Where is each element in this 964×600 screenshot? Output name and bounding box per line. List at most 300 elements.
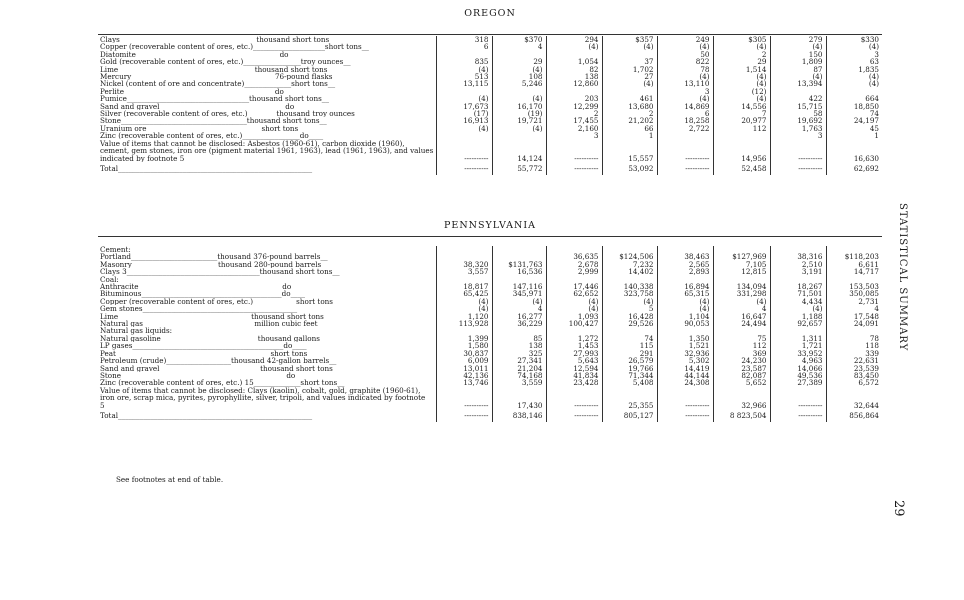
table-row	[98, 290, 882, 297]
value-cell: 6,572	[826, 379, 882, 386]
value-cell: (4)	[770, 43, 826, 50]
table-row	[98, 365, 882, 372]
table-row	[98, 283, 882, 290]
value-cell: 112	[713, 125, 770, 132]
value-cell: 49,536	[770, 372, 826, 379]
value-cell: ----------	[770, 162, 826, 175]
value-cell	[713, 327, 770, 334]
value-cell: 24,197	[826, 117, 882, 124]
value-cell: 74	[826, 110, 882, 117]
oregon-table	[98, 36, 882, 175]
value-cell: 16,170	[492, 103, 546, 110]
undisclosed-row	[98, 140, 882, 162]
value-cell	[546, 327, 602, 334]
value-cell: 513	[436, 73, 492, 80]
row-label: Mercury________________________________________76-pound flasks__	[100, 73, 340, 81]
value-cell: 38,320	[436, 261, 492, 268]
row-label: Gold (recoverable content of ores, etc.)________________troy ounces__	[100, 58, 351, 66]
value-cell: 4	[713, 305, 770, 312]
row-label: Bituminous_______________________________________do____	[100, 290, 305, 298]
value-cell: 19,721	[492, 117, 546, 124]
value-cell: 1,350	[657, 335, 713, 342]
value-cell: 5,246	[492, 80, 546, 87]
value-cell: 2	[546, 110, 602, 117]
value-cell: (4)	[546, 298, 602, 305]
value-cell: 18,817	[436, 283, 492, 290]
value-cell: 26,579	[602, 357, 657, 364]
value-cell: ----------	[770, 387, 826, 409]
value-cell: 108	[492, 73, 546, 80]
side-label: STATISTICAL SUMMARY	[897, 203, 908, 352]
table-row	[98, 80, 882, 87]
value-cell: 3	[546, 132, 602, 139]
value-cell: ----------	[436, 387, 492, 409]
value-cell: 6,611	[826, 261, 882, 268]
pennsylvania-section	[98, 222, 882, 472]
table-row	[98, 253, 882, 260]
value-cell: 87	[770, 66, 826, 73]
value-cell: 24,091	[826, 320, 882, 327]
value-cell: 25,355	[602, 387, 657, 409]
value-cell: 16,894	[657, 283, 713, 290]
value-cell: 2,678	[546, 261, 602, 268]
value-cell: 2,893	[657, 268, 713, 275]
row-label: Petroleum (crude)__________________thousand 42-gallon barrels__	[100, 357, 337, 365]
value-cell: 1	[826, 132, 882, 139]
value-cell: 16,536	[492, 268, 546, 275]
value-cell: (12)	[713, 88, 770, 95]
row-label: Nickel (content of ore and concentrate)_____________short tons__	[100, 80, 336, 88]
value-cell: 7	[713, 110, 770, 117]
value-cell: 2,510	[770, 261, 826, 268]
value-cell	[770, 327, 826, 334]
value-cell: 1,835	[826, 66, 882, 73]
value-cell: (4)	[657, 95, 713, 102]
table-row	[98, 58, 882, 65]
value-cell	[826, 276, 882, 283]
undisclosed-row	[98, 387, 882, 409]
value-cell: 112	[713, 342, 770, 349]
value-cell: 42,136	[436, 372, 492, 379]
value-cell: 18,267	[770, 283, 826, 290]
value-cell: 138	[546, 73, 602, 80]
value-cell: 7,232	[602, 261, 657, 268]
value-cell: 331,298	[713, 290, 770, 297]
row-label: Stone______________________________________________do____	[100, 371, 310, 380]
value-cell: 339	[826, 350, 882, 357]
table-rule	[98, 34, 882, 35]
value-cell: 3	[826, 51, 882, 58]
row-label: Natural gas liquids:	[100, 327, 173, 335]
value-cell: 58	[770, 110, 826, 117]
row-label: Pumice__________________________________thousand short tons__	[100, 95, 329, 103]
running-head	[890, 203, 912, 403]
value-cell: 3,559	[492, 379, 546, 386]
value-cell: (4)	[436, 66, 492, 73]
value-cell: 1,763	[770, 125, 826, 132]
table-row	[98, 372, 882, 379]
value-cell: 318	[436, 36, 492, 43]
value-cell: 838,146	[492, 409, 546, 422]
row-label: Zinc (recoverable content of ores, etc.) 15_____________short tons__	[100, 379, 345, 387]
value-cell	[492, 276, 546, 283]
value-cell: 15,557	[602, 140, 657, 162]
table-row	[98, 132, 882, 139]
value-cell: (4)	[436, 125, 492, 132]
value-cell: 5,643	[546, 357, 602, 364]
value-cell: 1,721	[770, 342, 826, 349]
value-cell: ----------	[546, 387, 602, 409]
value-cell: 38,316	[770, 253, 826, 260]
value-cell: (4)	[436, 298, 492, 305]
value-cell: 140,338	[602, 283, 657, 290]
value-cell	[436, 88, 492, 95]
value-cell: (4)	[436, 95, 492, 102]
value-cell: 2,731	[826, 298, 882, 305]
value-cell: 14,402	[602, 268, 657, 275]
row-label: Sand and gravel____________________________thousand short tons__	[100, 364, 341, 372]
value-cell: 2,722	[657, 125, 713, 132]
value-cell: 14,956	[713, 140, 770, 162]
oregon-section	[98, 10, 882, 210]
value-cell: 19,766	[602, 365, 657, 372]
value-cell	[546, 276, 602, 283]
value-cell: 325	[492, 350, 546, 357]
table-row	[98, 43, 882, 50]
row-label: Total______________________________________________________	[100, 410, 313, 420]
table-row	[98, 95, 882, 102]
value-cell	[436, 276, 492, 283]
value-cell: 12,594	[546, 365, 602, 372]
value-cell: 24,230	[713, 357, 770, 364]
row-label: Clays 3_____________________________________thousand short tons__	[100, 268, 340, 276]
value-cell: 83,450	[826, 372, 882, 379]
value-cell: 294	[546, 36, 602, 43]
value-cell: 1,120	[436, 313, 492, 320]
value-cell: ----------	[436, 409, 492, 422]
table-row	[98, 110, 882, 117]
row-label: Natural gasoline___________________________thousand gallons__	[100, 334, 328, 343]
value-cell: 13,680	[602, 103, 657, 110]
value-cell: 18,850	[826, 103, 882, 110]
value-cell: 19,692	[770, 117, 826, 124]
value-cell: 6,009	[436, 357, 492, 364]
value-cell: 2,565	[657, 261, 713, 268]
value-cell: 74	[602, 335, 657, 342]
value-cell: 27,993	[546, 350, 602, 357]
row-label: Masonry________________________thousand 280-pound barrels__	[100, 260, 329, 269]
value-cell: (4)	[657, 73, 713, 80]
table-row	[98, 125, 882, 132]
value-cell: 20,977	[713, 117, 770, 124]
table-row	[98, 276, 882, 283]
value-cell: 17,430	[492, 387, 546, 409]
value-cell: 134,094	[713, 283, 770, 290]
value-cell: 113,928	[436, 320, 492, 327]
value-cell: 1,521	[657, 342, 713, 349]
value-cell: 14,869	[657, 103, 713, 110]
value-cell: 14,556	[713, 103, 770, 110]
value-cell	[770, 88, 826, 95]
value-cell: $118,203	[826, 253, 882, 260]
row-label: Natural gas_______________________________million cubic feet__	[100, 320, 325, 328]
section-title: PENNSYLVANIA	[444, 220, 536, 231]
value-cell: 16,630	[826, 140, 882, 162]
value-cell: 2	[713, 51, 770, 58]
value-cell: $305	[713, 36, 770, 43]
value-cell: 2,999	[546, 268, 602, 275]
value-cell	[602, 276, 657, 283]
value-cell: 27,341	[492, 357, 546, 364]
value-cell: 664	[826, 95, 882, 102]
value-cell	[492, 246, 546, 253]
total-row	[98, 409, 882, 422]
pennsylvania-table	[98, 246, 882, 422]
value-cell	[657, 132, 713, 139]
value-cell	[492, 51, 546, 58]
value-cell: (4)	[770, 73, 826, 80]
value-cell: 5,408	[602, 379, 657, 386]
section-title: OREGON	[464, 8, 516, 19]
value-cell: 13,115	[436, 80, 492, 87]
value-cell: (4)	[826, 73, 882, 80]
value-cell	[602, 327, 657, 334]
value-cell: 50	[657, 51, 713, 58]
value-cell: ----------	[436, 162, 492, 175]
value-cell: 100,427	[546, 320, 602, 327]
value-cell	[826, 327, 882, 334]
value-cell: 1,453	[546, 342, 602, 349]
value-cell: 1,188	[770, 313, 826, 320]
value-cell: 44,144	[657, 372, 713, 379]
value-cell: 1,054	[546, 58, 602, 65]
value-cell: 78	[826, 335, 882, 342]
value-cell: 17,673	[436, 103, 492, 110]
table-row	[98, 350, 882, 357]
value-cell: 8 823,504	[713, 409, 770, 422]
table-row	[98, 320, 882, 327]
value-cell: (4)	[713, 298, 770, 305]
row-label: Perlite__________________________________________do____	[100, 87, 299, 96]
table-row	[98, 298, 882, 305]
value-cell: 22,631	[826, 357, 882, 364]
value-cell: 16,913	[436, 117, 492, 124]
row-label: Zinc (recoverable content of ores, etc.)________________do____	[100, 132, 324, 140]
value-cell: 2	[602, 110, 657, 117]
value-cell: 350,085	[826, 290, 882, 297]
value-cell: 17,548	[826, 313, 882, 320]
value-cell: 1,809	[770, 58, 826, 65]
value-cell: 29,526	[602, 320, 657, 327]
row-label: Clays______________________________________thousand short tons__	[100, 36, 337, 44]
value-cell: (4)	[602, 298, 657, 305]
row-label: Sand and gravel___________________________________do____	[100, 102, 309, 111]
value-cell: 29	[713, 58, 770, 65]
value-cell: 6	[657, 110, 713, 117]
value-cell: 55,772	[492, 162, 546, 175]
value-cell: 856,864	[826, 409, 882, 422]
value-cell: 1,514	[713, 66, 770, 73]
row-label: Coal:	[100, 275, 119, 284]
value-cell: 13,394	[770, 80, 826, 87]
table-row	[98, 36, 882, 43]
page-number-text: 29	[891, 500, 906, 517]
table-row	[98, 342, 882, 349]
value-cell: 52,458	[713, 162, 770, 175]
value-cell: 18,258	[657, 117, 713, 124]
value-cell: 153,503	[826, 283, 882, 290]
table-row	[98, 117, 882, 124]
value-cell	[492, 327, 546, 334]
value-cell: 82,087	[713, 372, 770, 379]
value-cell: 805,127	[602, 409, 657, 422]
value-cell: (4)	[492, 95, 546, 102]
value-cell: 323,758	[602, 290, 657, 297]
value-cell: 23,587	[713, 365, 770, 372]
value-cell: (4)	[713, 43, 770, 50]
value-cell: 23,428	[546, 379, 602, 386]
row-label: Lime______________________________________thousand short tons__	[100, 65, 335, 74]
total-row	[98, 162, 882, 175]
value-cell	[657, 276, 713, 283]
value-cell	[770, 276, 826, 283]
value-cell: 23,539	[826, 365, 882, 372]
value-cell: 3,557	[436, 268, 492, 275]
value-cell: 835	[436, 58, 492, 65]
value-cell: 85	[492, 335, 546, 342]
row-label: Silver (recoverable content of ores, etc.)________thousand troy ounces__	[100, 110, 363, 118]
value-cell: 45	[826, 125, 882, 132]
value-cell: 2,160	[546, 125, 602, 132]
value-cell: (4)	[826, 80, 882, 87]
value-cell: $330	[826, 36, 882, 43]
value-cell: 17,446	[546, 283, 602, 290]
footnote-note: See footnotes at end of table.	[116, 475, 224, 484]
value-cell: 12,860	[546, 80, 602, 87]
value-cell: 1,399	[436, 335, 492, 342]
value-cell	[436, 132, 492, 139]
value-cell: 5,302	[657, 357, 713, 364]
value-cell: 71,344	[602, 372, 657, 379]
value-cell: (4)	[492, 298, 546, 305]
value-cell: 1,104	[657, 313, 713, 320]
table-row	[98, 327, 882, 334]
row-label: Uranium ore________________________________short tons__	[100, 124, 306, 133]
table-row	[98, 88, 882, 95]
value-cell	[546, 88, 602, 95]
value-cell: 65,315	[657, 290, 713, 297]
value-cell: ----------	[546, 409, 602, 422]
value-cell: (4)	[602, 80, 657, 87]
value-cell: 92,657	[770, 320, 826, 327]
value-cell: 32,966	[713, 387, 770, 409]
value-cell: 65,425	[436, 290, 492, 297]
value-cell: 16,428	[602, 313, 657, 320]
value-cell: 24,494	[713, 320, 770, 327]
value-cell: 3,191	[770, 268, 826, 275]
row-label: Copper (recoverable content of ores, etc.)____________short tons__	[100, 297, 341, 306]
value-cell: (4)	[713, 80, 770, 87]
value-cell: 4,434	[770, 298, 826, 305]
row-label: Portland________________________thousand 376-pound barrels__	[100, 253, 328, 261]
value-cell: 12,299	[546, 103, 602, 110]
value-cell: 150	[770, 51, 826, 58]
value-cell: (19)	[492, 110, 546, 117]
row-label: Value of items that cannot be disclosed: Clays (kaolin), cobalt, gold, graphite (1960-61), iron ore, scrap mica, pyrites, pyrophyllite, silver, tripoli, and values indicated by footnote 5______________	[100, 386, 426, 409]
table-row	[98, 268, 882, 275]
value-cell: 15,715	[770, 103, 826, 110]
value-cell: 118	[826, 342, 882, 349]
row-label: Diatomite________________________________________do____	[100, 50, 303, 59]
value-cell	[826, 88, 882, 95]
value-cell: 1,093	[546, 313, 602, 320]
value-cell	[657, 327, 713, 334]
value-cell	[492, 88, 546, 95]
value-cell	[657, 246, 713, 253]
table-row	[98, 313, 882, 320]
value-cell: $357	[602, 36, 657, 43]
value-cell: 422	[770, 95, 826, 102]
value-cell	[713, 276, 770, 283]
value-cell: 822	[657, 58, 713, 65]
value-cell: 279	[770, 36, 826, 43]
value-cell	[602, 88, 657, 95]
value-cell: 36,229	[492, 320, 546, 327]
value-cell: 63	[826, 58, 882, 65]
value-cell: 14,717	[826, 268, 882, 275]
value-cell: 14,066	[770, 365, 826, 372]
value-cell: ----------	[770, 409, 826, 422]
value-cell: 21,204	[492, 365, 546, 372]
value-cell: 138	[492, 342, 546, 349]
value-cell: 1,311	[770, 335, 826, 342]
value-cell	[492, 253, 546, 260]
value-cell: 1	[602, 132, 657, 139]
value-cell: ----------	[770, 140, 826, 162]
value-cell: 291	[602, 350, 657, 357]
table-row	[98, 246, 882, 253]
value-cell: (4)	[602, 43, 657, 50]
row-label: Total______________________________________________________	[100, 163, 313, 173]
value-cell: 71,501	[770, 290, 826, 297]
table-row	[98, 305, 882, 312]
value-cell: (4)	[657, 305, 713, 312]
value-cell: 4	[492, 43, 546, 50]
value-cell: 62,692	[826, 162, 882, 175]
value-cell: 41,834	[546, 372, 602, 379]
value-cell: 13,011	[436, 365, 492, 372]
value-cell: 24,308	[657, 379, 713, 386]
value-cell: 74,168	[492, 372, 546, 379]
value-cell: 249	[657, 36, 713, 43]
value-cell	[436, 246, 492, 253]
value-cell: $370	[492, 36, 546, 43]
table-row	[98, 379, 882, 386]
value-cell: 1,580	[436, 342, 492, 349]
value-cell: 7,105	[713, 261, 770, 268]
page-number	[890, 500, 912, 530]
value-cell: 33,952	[770, 350, 826, 357]
value-cell: 4	[826, 305, 882, 312]
value-cell	[546, 51, 602, 58]
value-cell: 16,647	[713, 313, 770, 320]
value-cell: $124,506	[602, 253, 657, 260]
value-cell: (4)	[713, 95, 770, 102]
value-cell: 27,389	[770, 379, 826, 386]
value-cell: 5	[602, 305, 657, 312]
value-cell: 27	[602, 73, 657, 80]
value-cell: (4)	[492, 66, 546, 73]
